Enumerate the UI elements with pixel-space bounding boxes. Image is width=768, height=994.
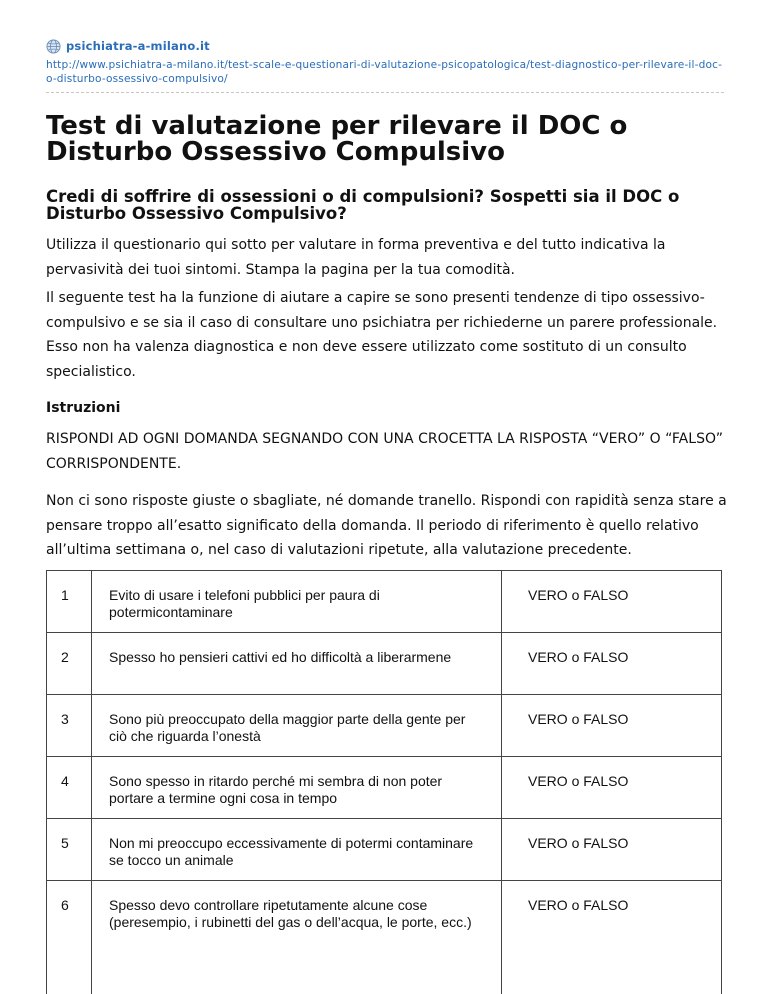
purpose-paragraph: Il seguente test ha la funzione di aiutare a capire se sono presenti tendenze di tipo ossessivo-compulsivo e se sia il caso di consultare uno psichiatra per richiederne un parere professionale. Esso non ha valenza diagnostica e non deve essere utilizzato come sostituto di un consulto specialistico. <box>46 290 718 380</box>
question-text: Sono più preoccupato della maggior parte della gente per ciò che riguarda l’onestà <box>92 695 502 757</box>
answer-options[interactable]: VERO o FALSO <box>502 881 722 994</box>
site-row <box>46 36 730 56</box>
table-row <box>47 695 722 757</box>
table-row <box>47 757 722 819</box>
table-row <box>47 819 722 881</box>
intro-paragraph: Utilizza il questionario qui sotto per valutare in forma preventiva e del tutto indicativa la pervasività dei tuoi sintomi. Stampa la pagina per la tua comodità. <box>46 237 666 278</box>
question-number: 5 <box>47 819 92 881</box>
globe-icon <box>46 39 61 54</box>
table-row <box>47 881 722 994</box>
table-row <box>47 571 722 633</box>
note-paragraph: Non ci sono risposte giuste o sbagliate, né domande tranello. Rispondi con rapidità senza stare a pensare troppo all’esatto significato della domanda. Il periodo di riferimento è quello relativo all’ultima settimana o, nel caso di valutazioni ripetute, alla valutazione precedente. <box>46 493 727 559</box>
question-number: 3 <box>47 695 92 757</box>
question-number: 6 <box>47 881 92 994</box>
question-text: Spesso ho pensieri cattivi ed ho difficoltà a liberarmene <box>92 633 502 695</box>
site-name-link[interactable]: psichiatra-a-milano.it <box>66 39 210 53</box>
answer-options[interactable]: VERO o FALSO <box>502 819 722 881</box>
answer-options[interactable]: VERO o FALSO <box>502 571 722 633</box>
article-subtitle: Credi di soffrire di ossessioni o di compulsioni? Sospetti sia il DOC o Disturbo Ossessivo Compulsivo? <box>46 187 680 223</box>
instructions-heading: Istruzioni <box>46 400 121 416</box>
question-number: 2 <box>47 633 92 695</box>
table-row <box>47 633 722 695</box>
question-number: 1 <box>47 571 92 633</box>
source-header <box>46 36 730 93</box>
question-text: Spesso devo controllare ripetutamente alcune cose (peresempio, i rubinetti del gas o dell’acqua, le porte, ecc.) <box>92 881 502 994</box>
question-text: Evito di usare i telefoni pubblici per paura di potermicontaminare <box>92 571 502 633</box>
question-text: Sono spesso in ritardo perché mi sembra di non poter portare a termine ogni cosa in tempo <box>92 757 502 819</box>
instructions-paragraph: RISPONDI AD OGNI DOMANDA SEGNANDO CON UNA CROCETTA LA RISPOSTA “VERO” O “FALSO” CORRISPONDENTE. <box>46 431 723 472</box>
questionnaire-table <box>46 570 722 994</box>
question-text: Non mi preoccupo eccessivamente di potermi contaminare se tocco un animale <box>92 819 502 881</box>
page-title: Test di valutazione per rilevare il DOC o Disturbo Ossessivo Compulsivo <box>46 111 628 167</box>
answer-options[interactable]: VERO o FALSO <box>502 757 722 819</box>
answer-options[interactable]: VERO o FALSO <box>502 695 722 757</box>
header-divider <box>46 92 724 93</box>
question-number: 4 <box>47 757 92 819</box>
source-url-link[interactable]: http://www.psichiatra-a-milano.it/test-scale-e-questionari-di-valutazione-psicopatologica/test-diagnostico-per-rilevare-il-doc-o-disturbo-ossessivo-compulsivo/ <box>46 59 723 85</box>
answer-options[interactable]: VERO o FALSO <box>502 633 722 695</box>
